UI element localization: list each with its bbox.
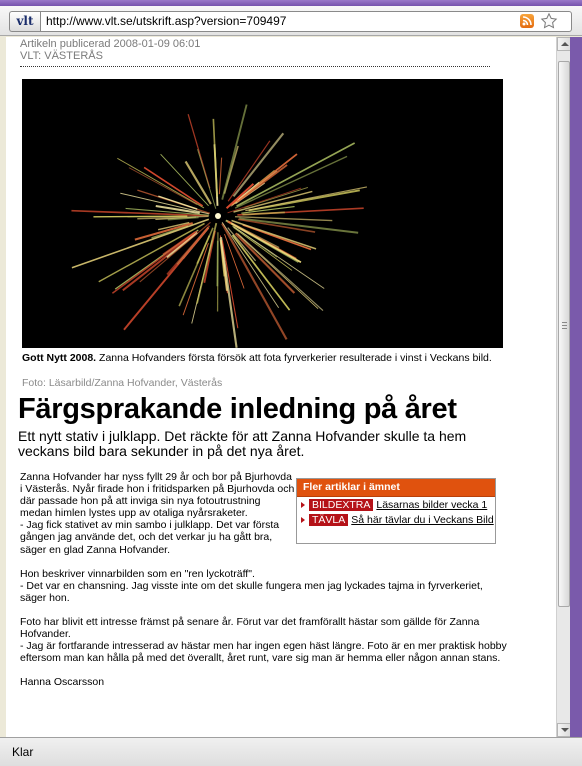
related-articles-title: Fler artiklar i ämnet bbox=[297, 479, 495, 497]
related-articles-box bbox=[296, 478, 496, 544]
related-link[interactable]: Läsarnas bilder vecka 1 bbox=[376, 499, 488, 511]
related-tag: BILDEXTRA bbox=[309, 499, 373, 511]
star-icon[interactable] bbox=[540, 12, 558, 30]
scroll-down-button[interactable] bbox=[557, 723, 571, 737]
published-date: Artikeln publicerad 2008-01-09 06:01 bbox=[20, 38, 201, 50]
author-name: Hanna Oscarsson bbox=[20, 676, 105, 689]
related-item[interactable] bbox=[297, 514, 495, 527]
page-viewport[interactable] bbox=[6, 37, 556, 737]
section-label: VLT: VÄSTERÅS bbox=[20, 50, 103, 62]
paragraph: - Jag är fortfarande intresserad av hästar men har ingen egen häst längre. Foto är en mer praktisk hobby eftersom man kan hålla på med det överallt, året runt, vare sig man är hemma eller någon annan stans. bbox=[20, 640, 507, 665]
paragraph: Hon beskriver vinnarbilden som en "ren lyckoträff". bbox=[20, 567, 255, 580]
scroll-up-button[interactable] bbox=[557, 37, 571, 51]
paragraph: Foto har blivit ett intresse främst på senare år. Förut var det framförallt hästar som gällde för Zanna Hofvander. bbox=[20, 615, 480, 641]
grip-icon bbox=[562, 322, 567, 329]
arrow-down-icon bbox=[561, 728, 569, 732]
arrow-up-icon bbox=[561, 42, 569, 46]
article-lead: Ett nytt stativ i julklapp. Det räckte för att Zanna Hofvander skulle ta hem veckans bild bara sekunder in på det nya året. bbox=[18, 428, 467, 459]
site-identity-badge[interactable]: vlt bbox=[9, 11, 40, 32]
bullet-icon bbox=[301, 502, 305, 508]
vertical-scrollbar[interactable] bbox=[556, 37, 570, 737]
photo-caption bbox=[22, 352, 508, 364]
paragraph: Zanna Hofvander har nyss fyllt 29 år och bor på Bjurhovda i Västerås. Nyår firade hon i fritidsparken på Bjurhovda och där passade hon på att inviga sin nya fotoutrustning medan himlen lystes upp av otaliga nyårsraketer. bbox=[20, 471, 295, 520]
photo-credit: Foto: Läsarbild/Zanna Hofvander, Västerås bbox=[22, 377, 223, 389]
caption-text: Zanna Hofvanders första försök att fota fyrverkerier resulterade i vinst i Veckans bild. bbox=[96, 352, 492, 364]
dotted-divider bbox=[20, 66, 490, 67]
url-field[interactable]: http://www.vlt.se/utskrift.asp?version=709497 bbox=[40, 11, 572, 32]
fireworks-photo bbox=[22, 79, 503, 348]
related-tag: TÄVLA bbox=[309, 514, 348, 526]
paragraph: - Det var en chansning. Jag visste inte om det skulle fungera men jag lyckades tajma in fyrverkeriet, säger hon. bbox=[20, 579, 483, 604]
paragraph: - Jag fick stativet av min sambo i julklapp. Det var första gången jag använde det, och det verkar ju ha gått bra, säger en glad Zanna Hofvander. bbox=[20, 519, 280, 556]
article-headline: Färgsprakande inledning på året bbox=[18, 393, 457, 425]
scroll-thumb[interactable] bbox=[558, 61, 570, 607]
related-item[interactable] bbox=[297, 499, 495, 512]
rss-icon[interactable] bbox=[520, 14, 534, 28]
caption-bold: Gott Nytt 2008. bbox=[22, 352, 97, 364]
related-link[interactable]: Så här tävlar du i Veckans Bild bbox=[351, 513, 494, 526]
status-bar: Klar bbox=[0, 737, 582, 766]
address-bar bbox=[0, 6, 582, 36]
bullet-icon bbox=[301, 517, 305, 523]
window-frame-right bbox=[570, 37, 582, 737]
